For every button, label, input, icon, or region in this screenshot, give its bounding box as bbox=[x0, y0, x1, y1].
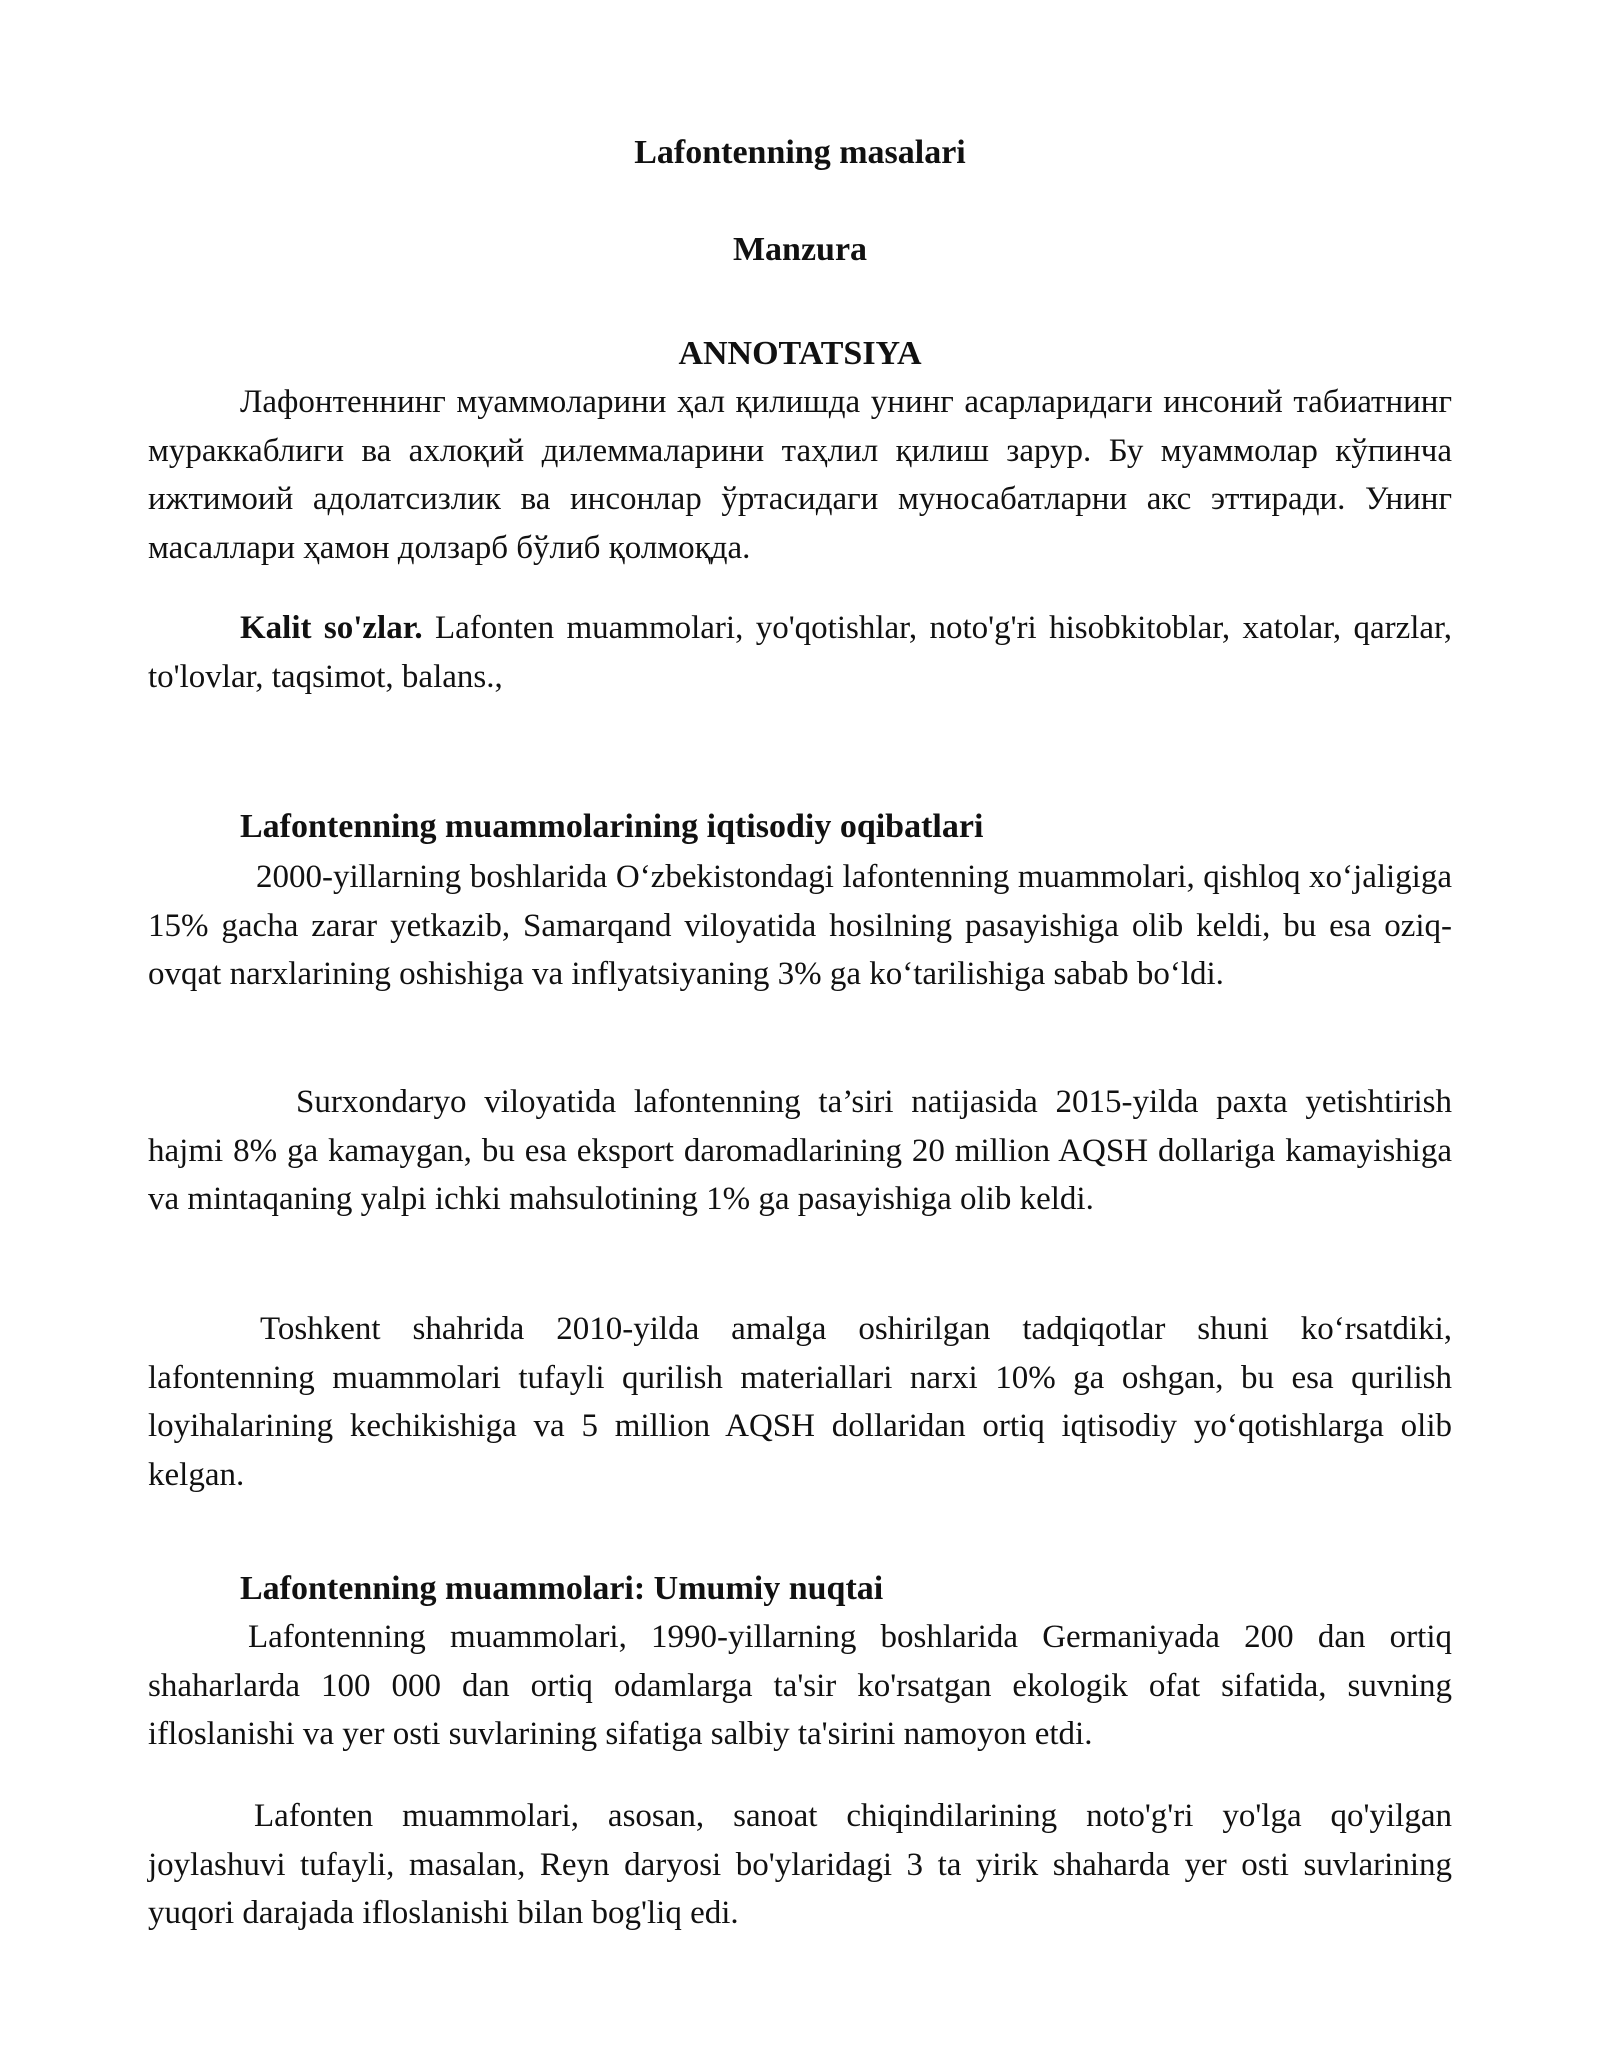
document-title: Lafontenning masalari bbox=[634, 134, 966, 171]
section1-paragraph-2: Surxondaryo viloyatida lafontenning ta’siri natijasida 2015-yilda paxta yetishtirish hajmi 8% ga kamaygan, bu esa eksport daromadlarining 20 million AQSH dollariga kamayishiga va mintaqaning yalpi ichki mahsulotining 1% ga pasayishiga olib keldi. bbox=[148, 1084, 1452, 1217]
section2-paragraph-1: Lafontenning muammolari, 1990-yillarning boshlarida Germaniyada 200 dan ortiq shaharlarda 100 000 dan ortiq odamlarga ta'sir ko'rsatgan ekologik ofat sifatida, suvning ifloslanishi va yer osti suvlarining sifatiga salbiy ta'sirini namoyon etdi. bbox=[148, 1619, 1452, 1752]
author-name: Manzura bbox=[732, 231, 868, 268]
section2-paragraph-2: Lafonten muammolari, asosan, sanoat chiqindilarining noto'g'ri yo'lga qo'yilgan joylashuvi tufayli, masalan, Reyn daryosi bo'ylaridagi 3 ta yirik shaharda yer osti suvlarining yuqori darajada ifloslanishi bilan bog'liq edi. bbox=[148, 1798, 1452, 1931]
section1-paragraph-1: 2000-yillarning boshlarida Oʻzbekistondagi lafontenning muammolari, qishloq xoʻjaligiga 15% gacha zarar yetkazib, Samarqand viloyatida hosilning pasayishiga olib keldi, bu esa oziq-ovqat narxlarining oshishiga va inflyatsiyaning 3% ga koʻtarilishiga sabab boʻldi. bbox=[148, 859, 1452, 992]
annotation-heading: ANNOTATSIYA bbox=[678, 335, 922, 372]
keywords-label: Kalit so'zlar. bbox=[240, 610, 423, 646]
keywords-list: Lafonten muammolari, yo'qotishlar, noto'g'ri hisobkitoblar, xatolar, qarzlar, to'lovlar, taqsimot, balans., bbox=[148, 610, 1452, 695]
section-heading-economic: Lafontenning muammolarining iqtisodiy oqibatlari bbox=[240, 808, 984, 845]
section1-paragraph-3: Toshkent shahrida 2010-yilda amalga oshirilgan tadqiqotlar shuni koʻrsatdiki, lafontenning muammolari tufayli qurilish materiallari narxi 10% ga oshgan, bu esa qurilish loyihalarining kechikishiga va 5 million AQSH dollaridan ortiq iqtisodiy yoʻqotishlarga olib kelgan. bbox=[148, 1311, 1452, 1493]
keywords-paragraph bbox=[148, 604, 1452, 701]
annotation-paragraph: Лафонтеннинг муаммоларини ҳал қилишда унинг асарларидаги инсоний табиатнинг мураккаблиги ва ахлоқий дилеммаларини таҳлил қилиш зарур. Бу муаммолар кўпинча ижтимоий адолатсизлик ва инсонлар ўртасидаги муносабатларни акс эттиради. Унинг масаллари ҳамон долзарб бўлиб қолмоқда. bbox=[148, 384, 1452, 566]
section-heading-overview: Lafontenning muammolari: Umumiy nuqtai bbox=[240, 1570, 884, 1607]
